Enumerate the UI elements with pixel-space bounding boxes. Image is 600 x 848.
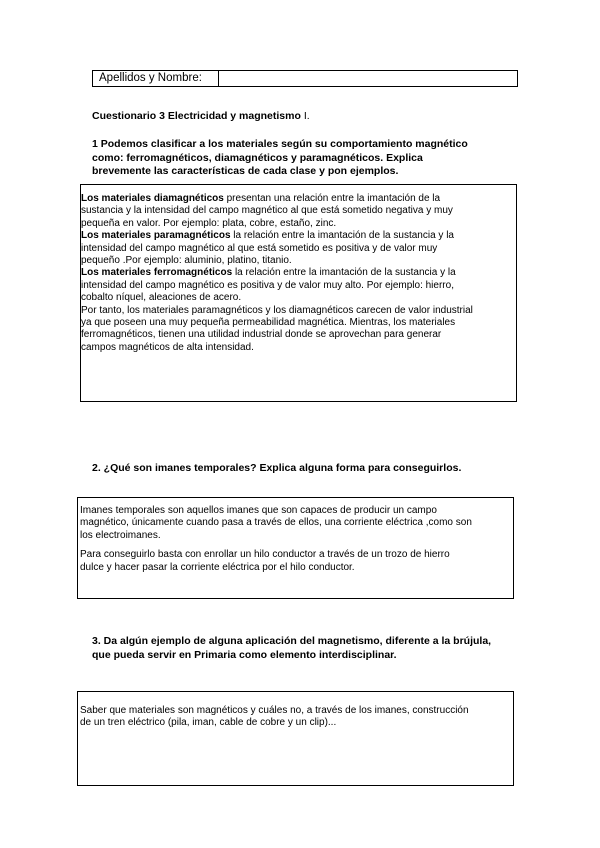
answer-2-line: dulce y hacer pasar la corriente eléctrica por el hilo conductor. — [80, 561, 355, 573]
answer-1-line: sustancia y la intensidad del campo magnético al que está sometido negativa y muy — [81, 205, 453, 217]
question-1-line: brevemente las características de cada clase y pon ejemplos. — [92, 165, 399, 177]
answer-1-line — [81, 230, 516, 242]
answer-1-line: intensidad del campo magnético es positiva y de valor muy alto. Por ejemplo: hierro, — [81, 279, 454, 291]
term-paramagnetic: Los materiales paramagnéticos — [81, 230, 231, 242]
name-label: Apellidos y Nombre: — [93, 71, 219, 86]
answer-2-line: los electroimanes. — [80, 529, 161, 541]
answer-box-1 — [80, 184, 517, 402]
title-bold: Cuestionario 3 Electricidad y magnetismo — [92, 110, 304, 122]
document-title — [92, 110, 310, 122]
answer-1-line — [81, 267, 516, 279]
question-3 — [92, 635, 522, 662]
question-2 — [92, 462, 522, 476]
name-field-row — [92, 70, 518, 87]
answer-1-text: la relación entre la imantación de la sustancia y la — [232, 267, 456, 279]
title-plain: I. — [303, 110, 310, 122]
answer-box-2 — [77, 497, 514, 599]
term-ferromagnetic: Los materiales ferromagnéticos — [81, 267, 233, 279]
answer-1-line: pequeña en valor. Por ejemplo: plata, cobre, estaño, zinc. — [81, 217, 337, 229]
question-1-line: como: ferromagnéticos, diamagnéticos y paramagnéticos. Explica — [92, 151, 423, 164]
question-2-line: 2. ¿Qué son imanes temporales? Explica alguna forma para conseguirlos. — [92, 462, 462, 474]
question-3-line: 3. Da algún ejemplo de alguna aplicación del magnetismo, diferente a la brújula, — [92, 635, 492, 647]
answer-1-line: campos magnéticos de alta intensidad. — [81, 341, 254, 353]
answer-3-line: de un tren eléctrico (pila, iman, cable de cobre y un clip)... — [80, 717, 337, 729]
answer-1-text: la relación entre la imantación de la sustancia y la — [230, 230, 454, 242]
answer-1-line: cobalto níquel, aleaciones de acero. — [81, 292, 242, 304]
question-3-line: que pueda servir en Primaria como elemento interdisciplinar. — [92, 648, 397, 661]
answer-1-line: Por tanto, los materiales paramagnéticos y los diamagnéticos carecen de valor industrial — [81, 304, 473, 316]
term-diamagnetic: Los materiales diamagnéticos — [81, 193, 224, 204]
answer-1-line: ya que poseen una muy pequeña permeabilidad magnética. Mientras, los materiales — [81, 317, 456, 329]
name-value — [219, 71, 517, 86]
answer-3-line: Saber que materiales son magnéticos y cuáles no, a través de los imanes, construcción — [80, 705, 469, 716]
answer-box-3 — [77, 691, 514, 786]
answer-1-line: ferromagnéticos, tienen una utilidad industrial donde se aprovechan para generar — [81, 329, 442, 341]
question-1-line: 1 Podemos clasificar a los materiales según su comportamiento magnético — [92, 138, 468, 150]
answer-1-line — [81, 193, 516, 205]
answer-1-line: intensidad del campo magnético al que está sometido es positiva y de valor muy — [81, 242, 438, 254]
answer-1-line: pequeño .Por ejemplo: aluminio, platino, titanio. — [81, 255, 292, 267]
question-1 — [92, 138, 522, 179]
answer-1-text: presentan una relación entre la imantación de la — [223, 193, 441, 204]
answer-2-line: Imanes temporales son aquellos imanes que son capaces de producir un campo — [80, 505, 437, 516]
answer-2-line: magnético, únicamente cuando pasa a través de ellos, una corriente eléctrica ,como son — [80, 517, 472, 529]
answer-2-line: Para conseguirlo basta con enrollar un hilo conductor a través de un trozo de hierro — [80, 549, 450, 561]
